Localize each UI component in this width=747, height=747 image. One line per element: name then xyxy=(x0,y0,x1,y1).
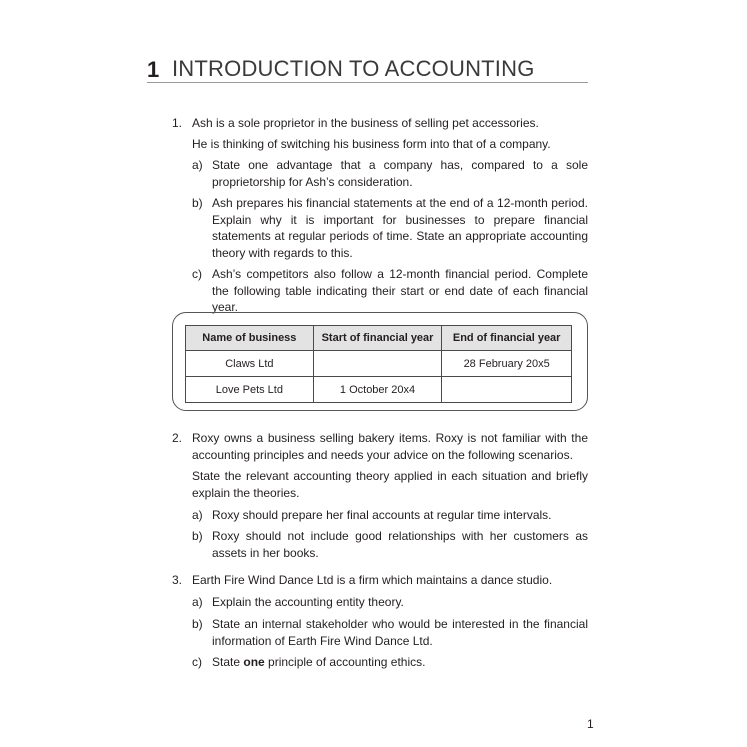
question-1c-text: Ash’s competitors also follow a 12-month financial period. Complete the following table indicating their start or end date of each financial year. xyxy=(212,267,588,314)
question-2-number: 2. xyxy=(172,431,183,445)
table-row xyxy=(186,351,572,377)
question-1b-label: b) xyxy=(192,196,203,210)
table-cell[interactable] xyxy=(313,351,442,377)
chapter-title: INTRODUCTION TO ACCOUNTING xyxy=(172,56,535,81)
question-1-line-1: Ash is a sole proprietor in the business of selling pet accessories. xyxy=(192,116,539,130)
question-3a-text: Explain the accounting entity theory. xyxy=(212,595,404,609)
question-3c-text-bold: one xyxy=(243,655,265,669)
column-header-name: Name of business xyxy=(186,326,314,351)
question-3b-text: State an internal stakeholder who would be interested in the financial information of Earth Fire Wind Dance Ltd. xyxy=(212,617,588,648)
question-3-intro: Earth Fire Wind Dance Ltd is a firm which maintains a dance studio. xyxy=(192,573,553,587)
column-header-start: Start of financial year xyxy=(313,326,442,351)
question-3b-label: b) xyxy=(192,617,203,631)
question-3a-label: a) xyxy=(192,595,203,609)
question-1a-label: a) xyxy=(192,158,203,172)
question-3c-text-before: State xyxy=(212,655,244,669)
question-1b-text: Ash prepares his financial statements at the end of a 12-month period. Explain why it is important for businesses to prepare financial statements at regular periods of time. State an appropriate accounting theory with regards to this. xyxy=(212,196,588,260)
chapter-number: 1 xyxy=(147,57,160,82)
table-header-row xyxy=(186,326,572,351)
question-2a-label: a) xyxy=(192,508,203,522)
table-cell: Love Pets Ltd xyxy=(186,377,314,403)
question-2-intro: Roxy owns a business selling bakery items. Roxy is not familiar with the accounting principles and needs your advice on the following scenarios. xyxy=(192,431,588,462)
question-2-instruction: State the relevant accounting theory applied in each situation and briefly explain the theories. xyxy=(192,469,588,500)
question-1-number: 1. xyxy=(172,116,183,130)
question-1c-label: c) xyxy=(192,267,202,281)
question-2b-label: b) xyxy=(192,529,203,543)
table-cell[interactable] xyxy=(442,377,572,403)
table-cell: 1 October 20x4 xyxy=(313,377,442,403)
question-1a-text: State one advantage that a company has, compared to a sole proprietorship for Ash’s consideration. xyxy=(212,158,588,189)
question-1-line-2: He is thinking of switching his business form into that of a company. xyxy=(192,137,551,151)
question-2b-text: Roxy should not include good relationships with her customers as assets in her books. xyxy=(212,529,588,560)
column-header-end: End of financial year xyxy=(442,326,572,351)
question-3c-label: c) xyxy=(192,655,202,669)
question-2a-text: Roxy should prepare her final accounts at regular time intervals. xyxy=(212,508,552,522)
table-cell: Claws Ltd xyxy=(186,351,314,377)
page-number: 1 xyxy=(587,717,594,731)
question-3c-text-after: principle of accounting ethics. xyxy=(264,655,426,669)
chapter-heading xyxy=(147,55,588,83)
table-row xyxy=(186,377,572,403)
question-3-number: 3. xyxy=(172,573,183,587)
question-3c-text xyxy=(212,654,425,670)
table-cell: 28 February 20x5 xyxy=(442,351,572,377)
financial-year-table xyxy=(185,325,572,403)
